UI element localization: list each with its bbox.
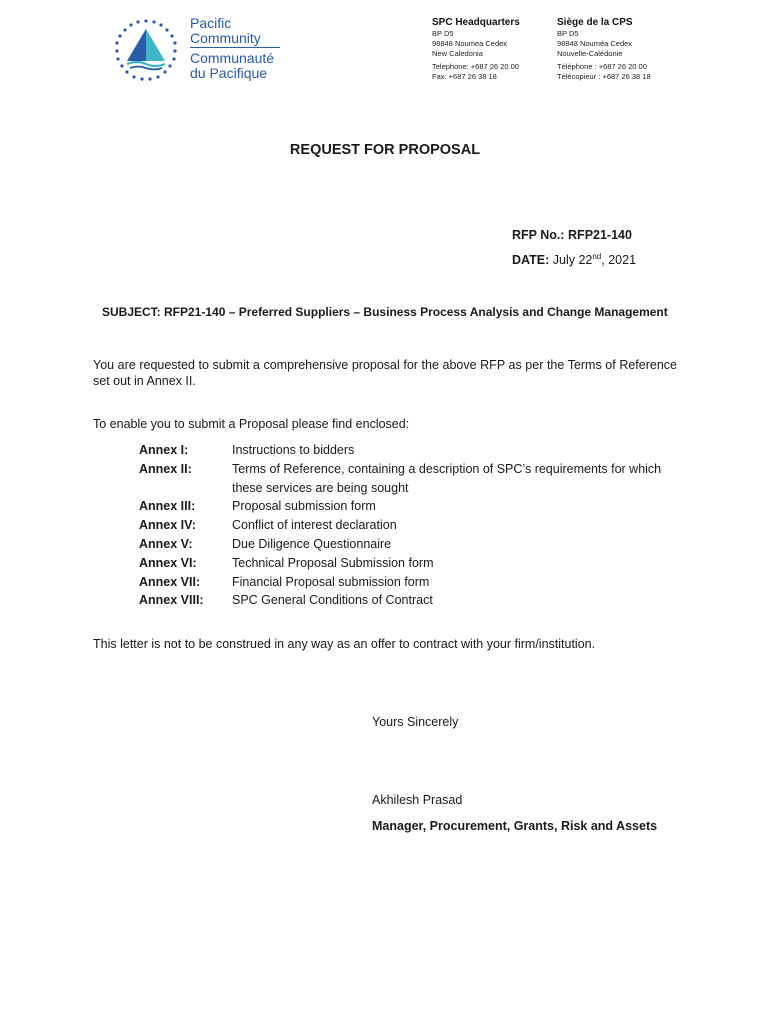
annex-key: Annex VIII: — [139, 593, 204, 608]
annex-item — [139, 441, 684, 460]
hq-fax: Fax: +687 26 38 18 — [432, 72, 497, 81]
annex-value: Due Diligence Questionnaire — [232, 536, 392, 551]
document-title: REQUEST FOR PROPOSAL — [289, 142, 481, 158]
date-year: , 2021 — [601, 253, 637, 267]
annex-value: SPC General Conditions of Contract — [232, 593, 433, 608]
annex-key — [139, 479, 232, 498]
annex-key: Annex IV: — [139, 518, 196, 533]
hq-heading-en: SPC Headquarters — [432, 17, 520, 28]
annex-value: Proposal submission form — [232, 499, 376, 514]
rfp-number — [512, 228, 632, 242]
annex-key: Annex II: — [139, 461, 192, 476]
date-label: DATE: — [512, 253, 550, 267]
spc-logo-text — [190, 16, 280, 80]
disclaimer-paragraph: This letter is not to be construed in any way as an offer to contract with your firm/institution. — [93, 637, 596, 651]
annex-key: Annex VII: — [139, 574, 201, 589]
annex-value: these services are being sought — [232, 480, 409, 495]
hq-line: BP D5 — [432, 29, 454, 38]
hq-line: 98848 Nouméa Cedex — [557, 39, 633, 48]
annex-key: Annex VI: — [139, 555, 197, 570]
rfp-label: RFP No.: — [512, 228, 565, 242]
enclosure-intro: To enable you to submit a Proposal please find enclosed: — [93, 417, 410, 431]
annex-value: Instructions to bidders — [232, 443, 355, 457]
closing-salutation: Yours Sincerely — [372, 715, 459, 729]
hq-line: BP D5 — [557, 29, 579, 38]
annex-item — [139, 460, 684, 479]
annex-value: Terms of Reference, containing a description of SPC’s requirements for which — [232, 461, 662, 476]
intro-paragraph: You are requested to submit a comprehensive proposal for the above RFP as per the Terms of Reference set out in Annex II. — [93, 358, 677, 388]
annex-item — [139, 535, 684, 554]
logo-divider — [190, 47, 280, 48]
signer-title: Manager, Procurement, Grants, Risk and Assets — [372, 819, 658, 833]
annex-key: Annex V: — [139, 536, 193, 551]
logo-line-community: Community — [190, 29, 261, 46]
signer-name: Akhilesh Prasad — [372, 793, 463, 807]
annex-key: Annex I: — [139, 443, 189, 457]
hq-address-en — [432, 16, 520, 82]
annex-item — [139, 497, 684, 516]
date-suffix: nd — [592, 251, 602, 261]
date-month-day: July 22 — [552, 253, 593, 267]
hq-line: Nouvelle-Calédonie — [557, 49, 623, 58]
subject-line: SUBJECT: RFP21-140 – Preferred Suppliers – Business Process Analysis and Change Management — [102, 305, 668, 319]
annex-item — [139, 479, 684, 498]
annex-key: Annex III: — [139, 499, 196, 514]
document-date — [512, 253, 636, 267]
annex-value: Conflict of interest declaration — [232, 518, 397, 533]
annex-value: Technical Proposal Submission form — [232, 555, 434, 570]
annex-item — [139, 591, 684, 610]
logo-line-pacific: Pacific — [190, 15, 232, 31]
annex-item — [139, 516, 684, 535]
spc-logo-emblem — [113, 17, 179, 83]
hq-fax: Télécopieur : +687 26 38 18 — [557, 72, 651, 81]
hq-phone: Téléphone : +687 26 20 00 — [557, 62, 647, 71]
annex-value: Financial Proposal submission form — [232, 574, 430, 589]
logo-line-du-pacifique: du Pacifique — [190, 64, 268, 81]
rfp-value: RFP21-140 — [568, 228, 632, 242]
hq-line: New Caledonia — [432, 49, 483, 58]
hq-heading-fr: Siège de la CPS — [557, 17, 633, 28]
hq-address-fr — [557, 16, 651, 82]
annex-list — [139, 441, 684, 610]
annex-item — [139, 573, 684, 592]
annex-item — [139, 554, 684, 573]
hq-line: 98848 Noumea Cedex — [432, 39, 508, 48]
hq-phone: Telephone: +687 26 20 00 — [432, 62, 519, 71]
logo-line-communaute: Communauté — [190, 50, 275, 66]
